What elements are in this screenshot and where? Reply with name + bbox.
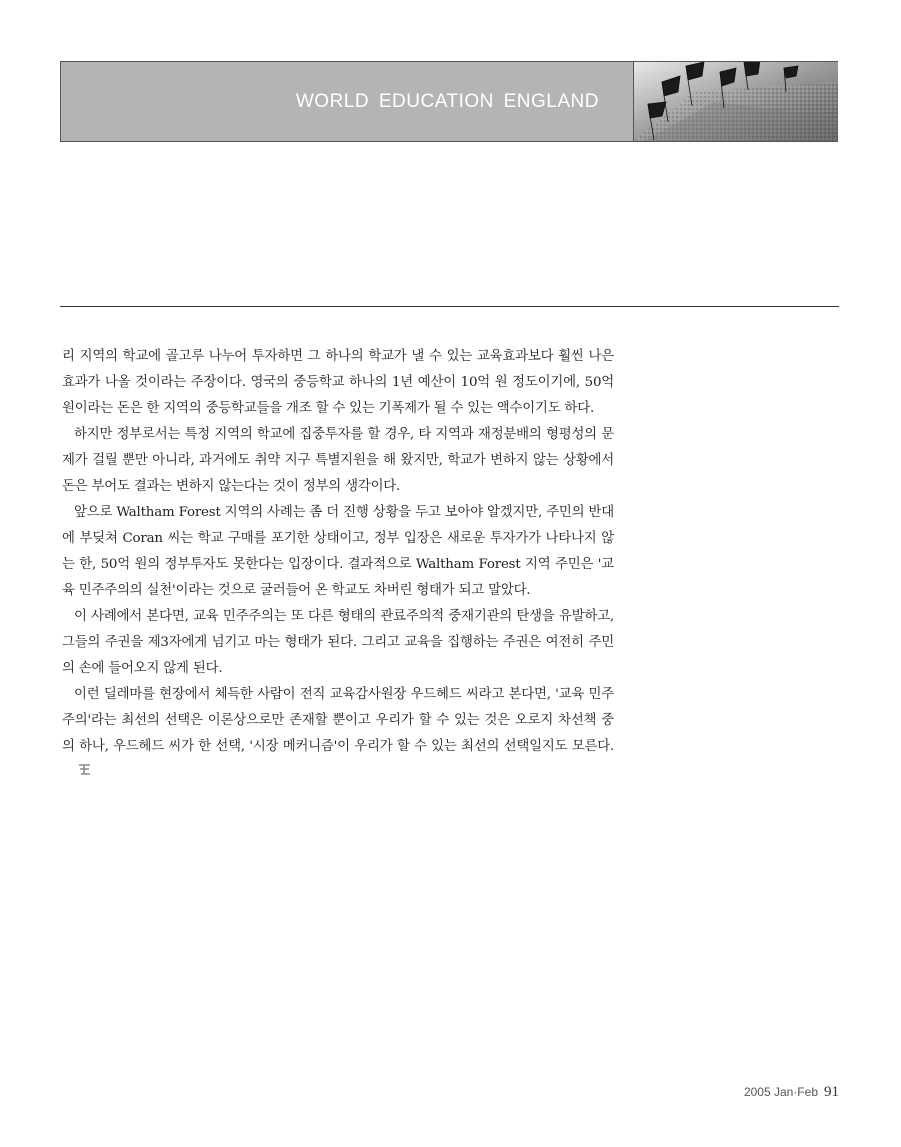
article-body [62, 344, 614, 787]
article-paragraph: 이 사례에서 본다면, 교육 민주주의는 또 다른 형태의 관료주의적 중재기관의 탄생을 유발하고, 그들의 주권을 제3자에게 넘기고 마는 형태가 된다. 그리고 교육을 집행하는 주권은 여전히 주민의 손에 들어오지 않게 된다. [62, 609, 614, 676]
section-divider [60, 306, 839, 307]
article-paragraph: 앞으로 Waltham Forest 지역의 사례는 좀 더 진행 상황을 두고 보아야 알겠지만, 주민의 반대에 부딪쳐 Coran 씨는 학교 구매를 포기한 상태이고, 정부 입장은 새로운 투자가가 나타나지 않는 한, 50억 원의 정부투자도 못한다는 입장이다. 결과적으로 Waltham Forest 지역 주민은 '교육 민주주의의 실천'이라는 것으로 굴러들어 온 학교도 차버린 형태가 되고 말았다. [62, 505, 614, 598]
article-paragraph-text: 이런 딜레마를 현장에서 체득한 사람이 전직 교육감사원장 우드헤드 씨라고 본다면, '교육 민주주의'라는 최선의 선택은 이론상으로만 존재할 뿐이고 우리가 할 수 있는 것은 오로지 차선책 중의 하나, 우드헤드 씨가 한 선택, '시장 메커니즘'이 우리가 할 수 있는 최선의 선택일지도 모른다. [62, 687, 614, 754]
page-number: 91 [824, 1084, 839, 1100]
article-end-mark-icon [66, 760, 92, 786]
article-paragraph-last [62, 682, 614, 787]
page-footer [744, 1084, 839, 1101]
section-title: WORLD EDUCATION ENGLAND [295, 90, 599, 112]
header-banner [60, 61, 838, 142]
article-paragraph: 하지만 정부로서는 특정 지역의 학교에 집중투자를 할 경우, 타 지역과 재정분배의 형평성의 문제가 걸릴 뿐만 아니라, 과거에도 취약 지구 특별지원을 해 왔지만, 학교가 변하지 않는 상황에서 돈은 부어도 결과는 변하지 않는다는 것이 정부의 생각이다. [62, 427, 614, 494]
flags-on-map-photo-icon [633, 62, 838, 141]
article-paragraph: 리 지역의 학교에 골고루 나누어 투자하면 그 하나의 학교가 낼 수 있는 교육효과보다 훨씬 나은 효과가 나올 것이라는 주장이다. 영국의 중등학교 하나의 1년 예산이 10억 원 정도이기에, 50억 원이라는 돈은 한 지역의 중등학교들을 개조 할 수 있는 기폭제가 될 수 있는 액수이기도 하다. [62, 349, 614, 416]
issue-date: 2005 Jan·Feb [743, 1085, 818, 1099]
